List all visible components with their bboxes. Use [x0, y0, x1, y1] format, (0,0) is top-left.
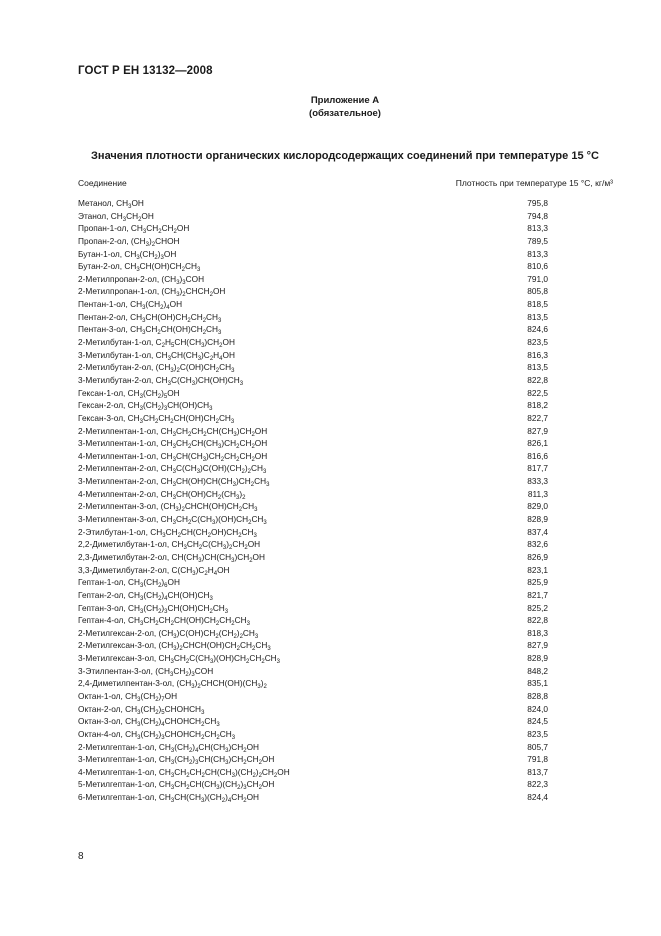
compound-name: 3-Метилгептан-1-ол, $CH_3(CH_2)_3CH(CH_3)CH_2CH_2OH$ [78, 754, 275, 767]
density-value: 822,7 [527, 412, 548, 423]
table-row [78, 450, 548, 463]
compound-name: Метанол, $CH_3OH$ [78, 198, 144, 210]
compound-name: Октан-1-ол, $CH_3(CH_2)_7OH$ [78, 690, 178, 703]
compound-name: Гептан-3-ол, $CH_3(CH_2)_3CH(OH)CH_2CH_3$ [78, 602, 229, 615]
compound-name: 2,3-Диметилбутан-2-ол, $CH(CH_3)CH(CH_3)CH_2OH$ [78, 551, 265, 564]
density-value: 822,8 [527, 615, 548, 626]
table-row [78, 285, 548, 298]
compound-name: Гептан-4-ол, $CH_3CH_2CH_2CH(OH)CH_2CH_2CH_3$ [78, 615, 250, 628]
table-row [78, 564, 548, 577]
table-row [78, 311, 548, 324]
table-row [78, 589, 548, 602]
table-row [78, 677, 548, 690]
compound-name: Пентан-2-ол, $CH_3CH(OH)CH_2CH_2CH_3$ [78, 311, 222, 324]
density-value: 822,8 [527, 374, 548, 385]
density-value: 823,1 [527, 564, 548, 575]
density-value: 824,0 [527, 703, 548, 714]
compound-name: 5-Метилгептан-1-ол, $CH_3CH_2CH(CH_3)(CH_2)_3CH_2OH$ [78, 779, 275, 792]
table-row [78, 248, 548, 261]
table-row [78, 412, 548, 425]
density-value: 827,9 [527, 425, 548, 436]
density-value: 823,5 [527, 728, 548, 739]
compound-name: 2-Метилгексан-2-ол, $(CH_3)C(OH)CH_2(CH_2)_2CH_3$ [78, 627, 259, 640]
compound-name: Бутан-2-ол, $CH_3CH(OH)CH_2CH_3$ [78, 261, 201, 274]
density-value: 828,9 [527, 514, 548, 525]
table-row [78, 399, 548, 412]
table-row [78, 766, 548, 779]
compound-name: 2-Метилпропан-2-ол, $(CH_3)_3COH$ [78, 273, 205, 286]
table-row [78, 500, 548, 513]
table-row [78, 462, 548, 475]
compound-name: 6-Метилгептан-1-ол, $CH_3CH(CH_3)(CH_2)_4CH_2OH$ [78, 792, 260, 805]
density-value: 828,9 [527, 653, 548, 664]
column-header-compound: Соединение [78, 178, 127, 188]
density-value: 813,7 [527, 766, 548, 777]
density-value: 795,8 [527, 198, 548, 208]
compound-name: 2-Метилпентан-2-ол, $CH_3C(CH_3)C(OH)(CH_2)_2CH_3$ [78, 463, 267, 476]
compound-name: 3-Метилгексан-3-ол, $CH_3CH_2C(CH_3)(OH)CH_2CH_2CH_3$ [78, 653, 281, 666]
density-value: 813,3 [527, 223, 548, 234]
density-value: 791,0 [527, 273, 548, 284]
table-row [78, 513, 548, 526]
table-row [78, 222, 548, 235]
density-value: 811,3 [527, 488, 548, 499]
compound-name: 2-Этилбутан-1-ол, $CH_3CH_2CH(CH_2OH)CH_2CH_3$ [78, 526, 257, 539]
compound-name: 2-Метилгептан-1-ол, $CH_3(CH_2)_4CH(CH_3)CH_2OH$ [78, 741, 260, 754]
compound-name: Октан-4-ол, $CH_3(CH_2)_3CHOHCH_2CH_2CH_3$ [78, 728, 236, 741]
density-value: 791,8 [527, 754, 548, 765]
compound-name: Гептан-2-ол, $CH_3(CH_2)_4CH(OH)CH_3$ [78, 589, 213, 602]
table-row [78, 526, 548, 539]
density-value: 832,6 [527, 539, 548, 550]
table-row [78, 703, 548, 716]
table-row [78, 728, 548, 741]
table-row [78, 210, 548, 223]
density-value: 822,5 [527, 387, 548, 398]
compound-name: 3,3-Диметилбутан-2-ол, $C(CH_3)C_2H_4OH$ [78, 564, 230, 577]
density-value: 833,3 [527, 476, 548, 487]
compound-name: 2-Метилпентан-1-ол, $CH_3CH_2CH_2CH(CH_3)CH_2OH$ [78, 425, 268, 438]
density-value: 828,8 [527, 690, 548, 701]
density-value: 825,9 [527, 577, 548, 588]
table-row [78, 690, 548, 703]
compound-name: 3-Метилпентан-2-ол, $CH_3CH(OH)CH(CH_3)CH_2CH_3$ [78, 476, 270, 489]
density-value: 816,3 [527, 349, 548, 360]
table-row [78, 741, 548, 754]
table-row [78, 235, 548, 248]
compound-name: 3-Метилпентан-3-ол, $CH_3CH_2C(CH_3)(OH)CH_2CH_3$ [78, 514, 267, 527]
compound-name: 4-Метилпентан-1-ол, $CH_3CH(CH_3)CH_2CH_2CH_2OH$ [78, 450, 268, 463]
density-value: 826,1 [527, 438, 548, 449]
column-header-density: Плотность при температуре 15 °С, кг/м³ [455, 178, 613, 188]
appendix-label: Приложение А [310, 95, 380, 106]
density-value: 824,5 [527, 716, 548, 727]
compound-name: 4-Метилгептан-1-ол, $CH_3CH_2CH_2CH(CH_3)(CH_2)_2CH_2OH$ [78, 766, 290, 779]
compound-name: 3-Метилпентан-1-ол, $CH_3CH_2CH(CH_3)CH_2CH_2OH$ [78, 438, 268, 451]
compound-name: 2-Метилбутан-1-ол, $C_2H_5CH(CH_3)CH_2OH$ [78, 337, 235, 350]
table-row [78, 349, 548, 362]
compound-name: Октан-2-ол, $CH_3(CH_2)_5CHOHCH_3$ [78, 703, 205, 716]
table-row [78, 753, 548, 766]
density-table [78, 197, 548, 804]
density-value: 818,2 [527, 400, 548, 411]
table-row [78, 715, 548, 728]
density-value: 810,6 [527, 261, 548, 272]
compound-name: 3-Метилбутан-1-ол, $CH_3CH(CH_3)C_2H_4OH$ [78, 349, 235, 362]
compound-name: Гексан-3-ол, $CH_3CH_2CH_2CH(OH)CH_2CH_3$ [78, 412, 235, 425]
compound-name: Гептан-1-ол, $CH_3(CH_2)_6OH$ [78, 577, 180, 590]
compound-name: 2-Метилпропан-1-ол, $(CH_3)_2CHCH_2OH$ [78, 286, 226, 299]
table-row [78, 260, 548, 273]
compound-name: 2-Метилпентан-3-ол, $(CH_3)_2CHCH(OH)CH_2CH_3$ [78, 501, 258, 514]
appendix-status: (обязательное) [309, 108, 381, 119]
density-value: 789,5 [527, 235, 548, 246]
compound-name: 3-Этилпентан-3-ол, $(CH_3CH_2)_3COH$ [78, 665, 214, 678]
compound-name: 3-Метилбутан-2-ол, $CH_3C(CH_3)CH(OH)CH_3$ [78, 374, 244, 387]
density-value: 848,2 [527, 665, 548, 676]
table-row [78, 475, 548, 488]
compound-name: Пентан-1-ол, $CH_3(CH_2)_4OH$ [78, 299, 183, 312]
table-row [78, 361, 548, 374]
table-row [78, 336, 548, 349]
density-value: 823,5 [527, 337, 548, 348]
table-row [78, 791, 548, 804]
density-value: 813,5 [527, 362, 548, 373]
table-row [78, 488, 548, 501]
density-value: 818,3 [527, 627, 548, 638]
compound-name: Бутан-1-ол, $CH_3(CH_2)_3OH$ [78, 248, 177, 261]
compound-name: 2,4-Диметилпентан-3-ол, $(CH_3)_2CHCH(OH)(CH_3)_2$ [78, 678, 267, 691]
compound-name: Этанол, $CH_3CH_2OH$ [78, 210, 154, 223]
density-value: 813,3 [527, 248, 548, 259]
table-row [78, 639, 548, 652]
compound-name: Гексан-2-ол, $CH_3(CH_2)_3CH(OH)CH_3$ [78, 400, 213, 413]
density-value: 794,8 [527, 210, 548, 221]
table-row [78, 602, 548, 615]
compound-name: 4-Метилпентан-2-ол, $CH_3CH(OH)CH_2(CH_3)_2$ [78, 488, 246, 501]
compound-name: Пропан-1-ол, $CH_3CH_2CH_2OH$ [78, 223, 190, 236]
density-value: 816,6 [527, 450, 548, 461]
table-row [78, 298, 548, 311]
table-row [78, 652, 548, 665]
density-value: 805,7 [527, 741, 548, 752]
density-value: 837,4 [527, 526, 548, 537]
table-row [78, 387, 548, 400]
table-row [78, 425, 548, 438]
table-row [78, 551, 548, 564]
table-row [78, 437, 548, 450]
page-number: 8 [78, 851, 84, 862]
density-value: 822,3 [527, 779, 548, 790]
table-row [78, 614, 548, 627]
table-row [78, 323, 548, 336]
table-row [78, 627, 548, 640]
density-value: 817,7 [527, 463, 548, 474]
density-value: 818,5 [527, 299, 548, 310]
density-value: 824,6 [527, 324, 548, 335]
table-row [78, 576, 548, 589]
table-row [78, 197, 548, 210]
document-standard-number: ГОСТ Р ЕН 13132—2008 [78, 65, 213, 77]
density-value: 827,9 [527, 640, 548, 651]
table-row [78, 778, 548, 791]
compound-name: 2,2-Диметилбутан-1-ол, $CH_3CH_2C(CH_3)_2CH_2OH$ [78, 539, 261, 552]
density-value: 821,7 [527, 589, 548, 600]
density-value: 829,0 [527, 501, 548, 512]
compound-name: Пропан-2-ол, $(CH_3)_2CHOH$ [78, 235, 180, 248]
compound-name: 2-Метилгексан-3-ол, $(CH_3)_2CHCH(OH)CH_2CH_2CH_3$ [78, 640, 271, 653]
table-row [78, 273, 548, 286]
compound-name: Гексан-1-ол, $CH_3(CH_2)_5OH$ [78, 387, 180, 400]
compound-name: 2-Метилбутан-2-ол, $(CH_3)_2C(OH)CH_2CH_3$ [78, 362, 235, 375]
density-value: 813,5 [527, 311, 548, 322]
table-row [78, 538, 548, 551]
density-value: 825,2 [527, 602, 548, 613]
compound-name: Пентан-3-ол, $CH_3CH_2CH(OH)CH_2CH_3$ [78, 324, 222, 337]
density-value: 824,4 [527, 792, 548, 803]
density-value: 835,1 [527, 678, 548, 689]
table-row [78, 374, 548, 387]
compound-name: Октан-3-ол, $CH_3(CH_2)_4CHOHCH_2CH_3$ [78, 716, 220, 729]
table-row [78, 665, 548, 678]
table-title: Значения плотности органических кислородсодержащих соединений при температуре 15 °С [91, 150, 599, 162]
density-value: 805,8 [527, 286, 548, 297]
density-value: 826,9 [527, 551, 548, 562]
